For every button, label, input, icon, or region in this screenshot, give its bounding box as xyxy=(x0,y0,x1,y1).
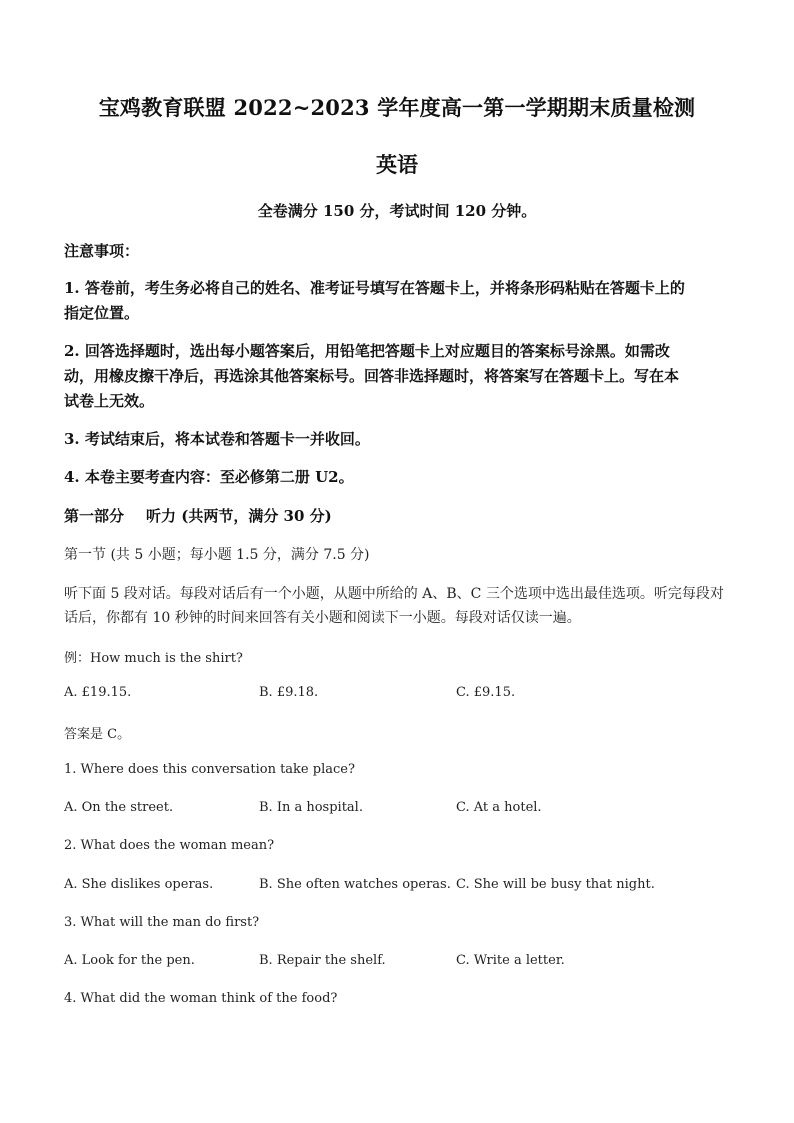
question-3-option-b: B. Repair the shelf. xyxy=(259,953,386,968)
part1-heading xyxy=(64,505,332,526)
question-1: 1. Where does this conversation take place? xyxy=(64,762,355,777)
notice-item-1-line-2: 指定位置。 xyxy=(64,304,140,322)
full-score-note: 全卷满分 150 分，考试时间 120 分钟。 xyxy=(257,202,537,220)
notice-item-2-line-2: 动，用橡皮擦干净后，再选涂其他答案标号。回答非选择题时，将答案写在答题卡上。写在本 xyxy=(64,367,680,385)
question-2-option-a: A. She dislikes operas. xyxy=(64,877,214,892)
notice-item-2-line-1: 2. 回答选择题时，选出每小题答案后，用铅笔把答题卡上对应题目的答案标号涂黑。如需改 xyxy=(64,342,670,360)
notice-item-2-line-3: 试卷上无效。 xyxy=(64,392,155,410)
notice-heading: 注意事项： xyxy=(64,242,140,260)
question-4: 4. What did the woman think of the food? xyxy=(64,991,338,1006)
question-2-option-b: B. She often watches operas. xyxy=(259,877,451,892)
notice-item-4: 4. 本卷主要考查内容：至必修第二册 U2。 xyxy=(64,468,354,486)
exam-title: 宝鸡教育联盟 2022~2023 学年度高一第一学期期末质量检测 xyxy=(98,95,696,120)
question-1-option-c: C. At a hotel. xyxy=(456,800,542,815)
notice-item-1-line-1: 1. 答卷前，考生务必将自己的姓名、准考证号填写在答题卡上，并将条形码粘贴在答题卡上的 xyxy=(64,279,685,297)
question-1-option-a: A. On the street. xyxy=(64,800,174,815)
example-question: 例：How much is the shirt? xyxy=(64,651,243,666)
notice-item-3: 3. 考试结束后，将本试卷和答题卡一并收回。 xyxy=(64,430,370,448)
example-option-c: C. £9.15. xyxy=(456,685,516,700)
example-option-a: A. £19.15. xyxy=(64,685,132,700)
example-option-b: B. £9.18. xyxy=(259,685,319,700)
question-3-option-a: A. Look for the pen. xyxy=(64,953,195,968)
section1-heading: 第一节 (共 5 小题；每小题 1.5 分，满分 7.5 分) xyxy=(64,547,370,563)
question-1-option-b: B. In a hospital. xyxy=(259,800,363,815)
subject-title: 英语 xyxy=(376,152,418,177)
question-3: 3. What will the man do first? xyxy=(64,915,260,930)
instruction-line-1: 听下面 5 段对话。每段对话后有一个小题，从题中所给的 A、B、C 三个选项中选出最佳选项。听完每段对 xyxy=(64,586,724,602)
example-answer: 答案是 C。 xyxy=(64,727,131,742)
instruction-line-2: 话后，你都有 10 秒钟的时间来回答有关小题和阅读下一小题。每段对话仅读一遍。 xyxy=(64,610,581,626)
question-2: 2. What does the woman mean? xyxy=(64,838,275,853)
part1-heading-a: 第一部分 xyxy=(64,507,125,525)
question-2-option-c: C. She will be busy that night. xyxy=(456,877,655,892)
part1-heading-b: 听力 (共两节，满分 30 分) xyxy=(146,507,332,525)
question-3-option-c: C. Write a letter. xyxy=(456,953,565,968)
